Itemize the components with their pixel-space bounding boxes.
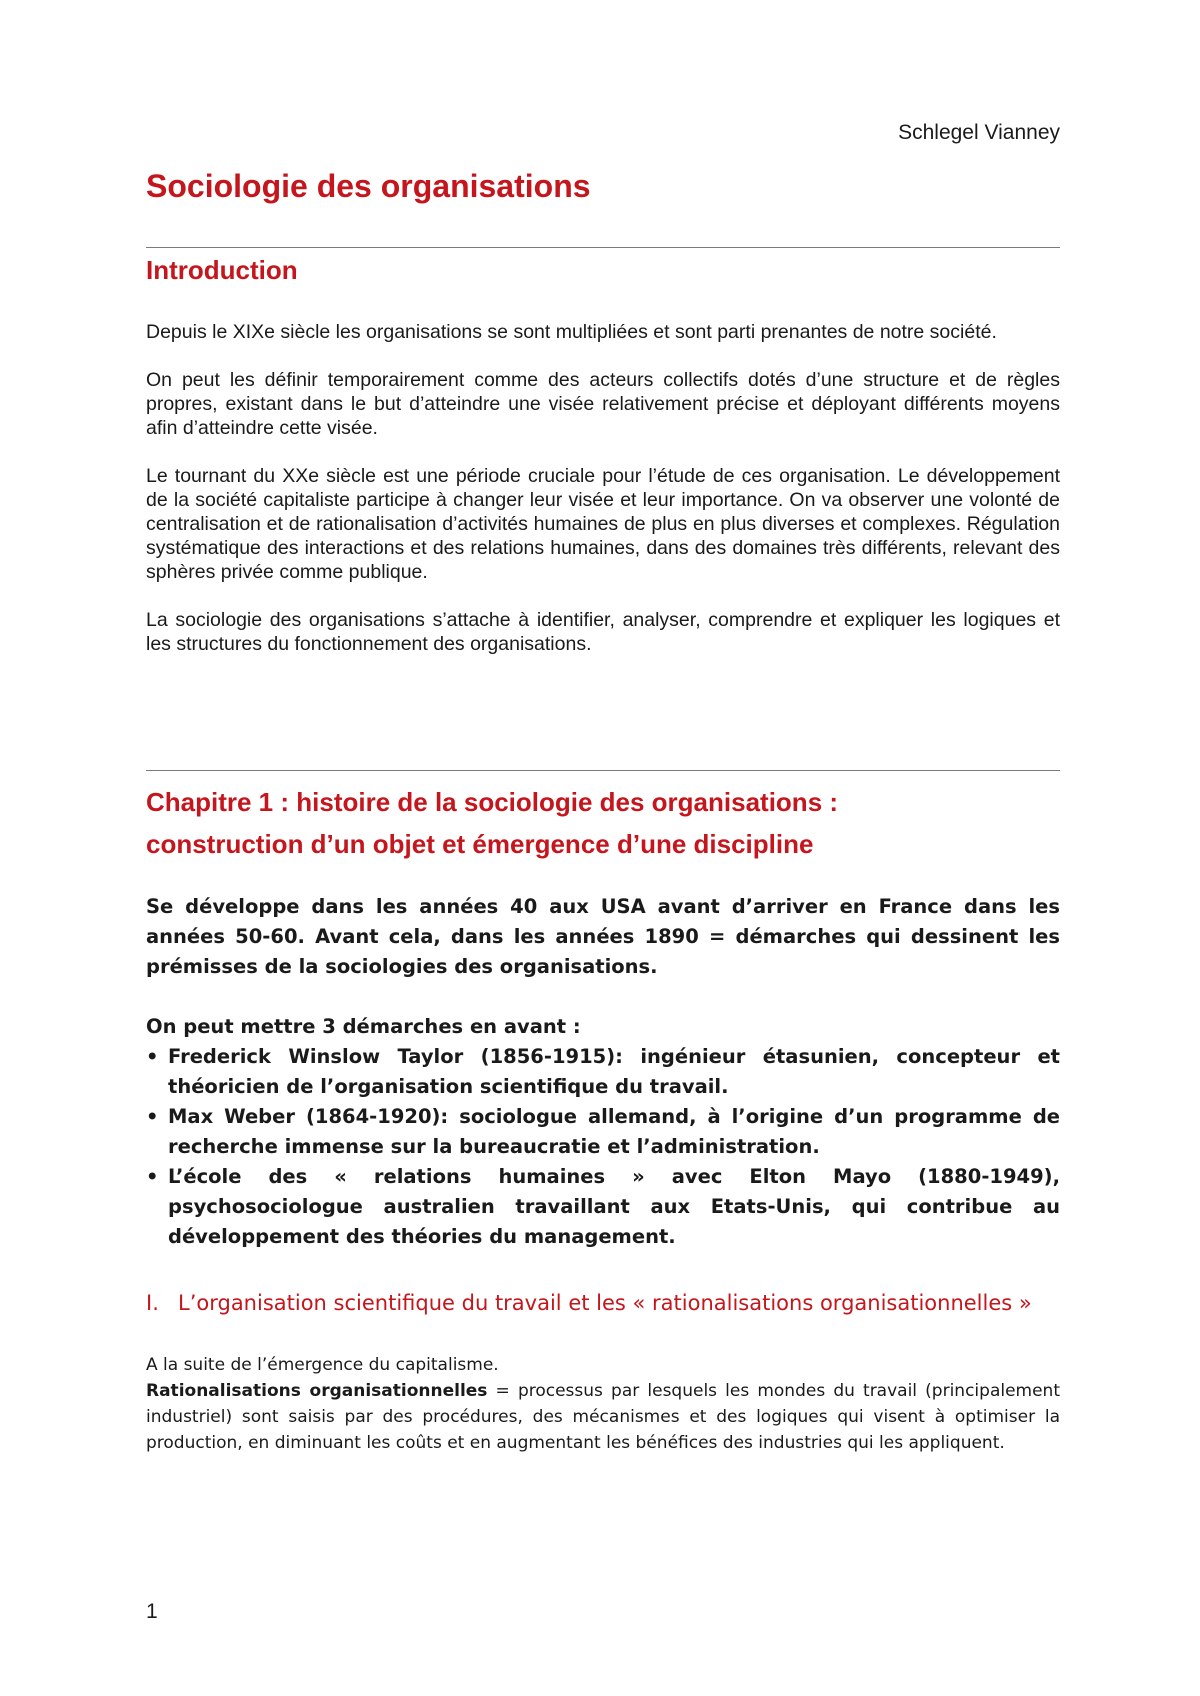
list-item [146,1162,1060,1252]
list-item [146,1102,1060,1162]
chapter-heading [146,781,1060,865]
section-title: L’organisation scientifique du travail et les « rationalisations organisationnelles » [178,1291,1032,1315]
chapter-heading-line-2: construction d’un objet et émergence d’une discipline [146,829,814,859]
list-item-text: (1864-1920): sociologue allemand, à l’origine d’un programme de recherche immense sur la bureaucratie et l’administration. [168,1105,1061,1158]
introduction-heading: Introduction [146,255,298,285]
author-name: Schlegel Vianney [898,121,1060,144]
list-item-text: (1856-1915): ingénieur étasunien, concepteur et théoricien de l’organisation scientifique du travail. [168,1045,1060,1098]
section-1-line-1: A la suite de l’émergence du capitalisme. [146,1355,499,1375]
chapter-body [146,892,1060,1252]
definition-text: = processus par lesquels les mondes du travail (principalement industriel) sont saisis par des procédures, des mécanismes et des logiques qui visent à optimiser la production, en diminuant les coûts et en augmentant les bénéfices des industries qui les appliquent. [146,1381,1060,1453]
section-1-definition [146,1378,1060,1456]
list-intro: On peut mettre 3 démarches en avant : [146,1015,581,1038]
document-title: Sociologie des organisations [146,168,591,204]
definition-term: Rationalisations organisationnelles [146,1381,488,1401]
list-item-name: Frederick Winslow Taylor [168,1045,464,1068]
chapter-divider [146,770,1060,771]
page-number: 1 [146,1600,158,1623]
approaches-list [146,1042,1060,1252]
intro-paragraph-3: Le tournant du XXe siècle est une période cruciale pour l’étude de ces organisation. Le développement de la société capitaliste participe à changer leur visée et leur importance. On va observer une volonté de centralisation et de rationalisation d’activités humaines de plus en plus diverses et complexes. Régulation systématique des interactions et des relations humaines, dans des domaines très différents, relevant des sphères privée comme publique. [146,465,1060,583]
intro-paragraph-2: On peut les définir temporairement comme des acteurs collectifs dotés d’une structure et de règles propres, existant dans le but d’atteindre une visée relativement précise et déployant différents moyens afin d’atteindre cette visée. [146,369,1060,439]
list-item-name: L’école des « relations humaines » [168,1165,645,1188]
list-item [146,1042,1060,1102]
chapter-heading-line-1: Chapitre 1 : histoire de la sociologie des organisations : [146,787,839,817]
list-item-text: avec Elton Mayo (1880-1949), psychosociologue australien travaillant aux Etats-Unis, qui contribue au développement des théories du management. [168,1165,1061,1248]
intro-paragraph-1: Depuis le XIXe siècle les organisations se sont multipliées et sont parti prenantes de notre société. [146,321,997,343]
title-divider [146,247,1060,248]
section-1-heading [146,1291,1060,1315]
introduction-body [146,320,1060,656]
section-number: I. [146,1291,159,1315]
intro-paragraph-4: La sociologie des organisations s’attache à identifier, analyser, comprendre et expliquer les logiques et les structures du fonctionnement des organisations. [146,609,1060,655]
section-1-body [146,1352,1060,1456]
list-item-name: Max Weber [168,1105,295,1128]
chapter-intro-paragraph: Se développe dans les années 40 aux USA avant d’arriver en France dans les années 50-60. Avant cela, dans les années 1890 = démarches qui dessinent les prémisses de la sociologies des organisations. [146,895,1060,978]
